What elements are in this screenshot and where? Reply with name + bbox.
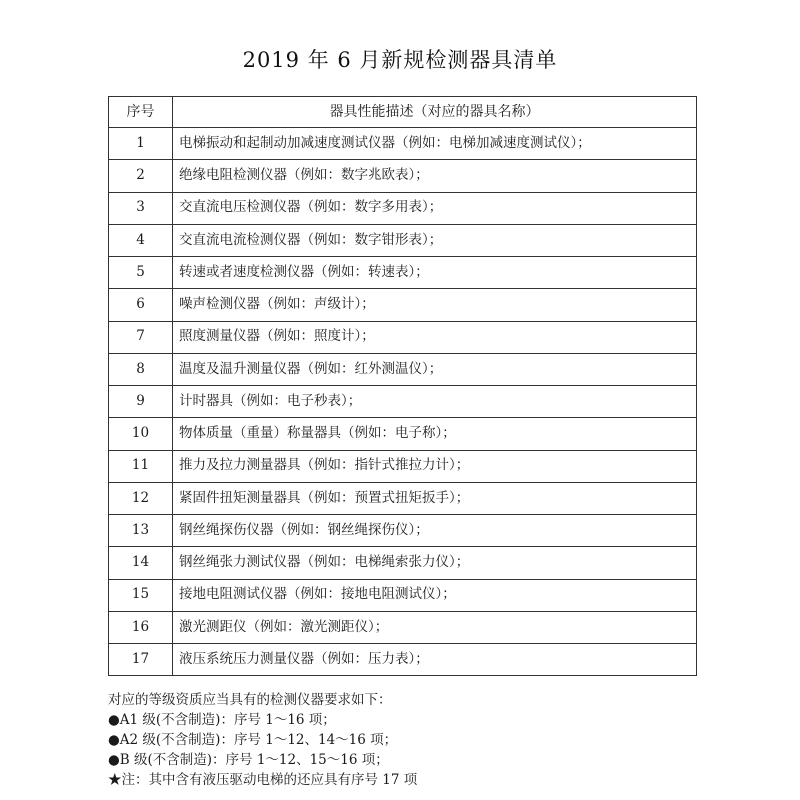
document-title: 2019 年 6 月新规检测器具清单 xyxy=(242,48,558,72)
table-row xyxy=(109,482,697,514)
row-serial-number: 13 xyxy=(109,515,173,547)
note-a2-level: ●A2 级(不含制造)：序号 1～12、14～16 项； xyxy=(108,732,398,748)
row-serial-number: 14 xyxy=(109,547,173,579)
table-row xyxy=(109,160,697,192)
header-description: 器具性能描述（对应的器具名称） xyxy=(173,97,697,128)
row-description: 推力及拉力测量器具（例如：指针式推拉力计）； xyxy=(173,450,697,482)
row-serial-number: 17 xyxy=(109,644,173,676)
table-row xyxy=(109,547,697,579)
row-serial-number: 2 xyxy=(109,160,173,192)
row-description: 钢丝绳探伤仪器（例如：钢丝绳探伤仪）； xyxy=(173,515,697,547)
row-description: 计时器具（例如：电子秒表）； xyxy=(173,386,697,418)
row-description: 交直流电流检测仪器（例如：数字钳形表）； xyxy=(173,224,697,256)
table-row xyxy=(109,611,697,643)
row-description: 转速或者速度检测仪器（例如：转速表）； xyxy=(173,257,697,289)
row-serial-number: 4 xyxy=(109,224,173,256)
row-serial-number: 11 xyxy=(109,450,173,482)
row-description: 紧固件扭矩测量器具（例如：预置式扭矩扳手）； xyxy=(173,482,697,514)
row-serial-number: 10 xyxy=(109,418,173,450)
row-description: 接地电阻测试仪器（例如：接地电阻测试仪）； xyxy=(173,579,697,611)
row-serial-number: 7 xyxy=(109,321,173,353)
table-row xyxy=(109,321,697,353)
row-description: 照度测量仪器（例如：照度计）； xyxy=(173,321,697,353)
table-row xyxy=(109,289,697,321)
row-serial-number: 5 xyxy=(109,257,173,289)
note-b-level: ●B 级(不含制造)：序号 1～12、15～16 项； xyxy=(108,752,389,768)
row-description: 噪声检测仪器（例如：声级计）； xyxy=(173,289,697,321)
table-row xyxy=(109,128,697,160)
row-description: 激光测距仪（例如：激光测距仪）； xyxy=(173,611,697,643)
table-row xyxy=(109,257,697,289)
row-serial-number: 15 xyxy=(109,579,173,611)
table-row xyxy=(109,386,697,418)
row-description: 绝缘电阻检测仪器（例如：数字兆欧表）； xyxy=(173,160,697,192)
table-header-row xyxy=(109,97,697,128)
table-body xyxy=(109,128,697,676)
note-hydraulic: ★注：其中含有液压驱动电梯的还应具有序号 17 项 xyxy=(108,772,418,788)
row-description: 钢丝绳张力测试仪器（例如：电梯绳索张力仪）； xyxy=(173,547,697,579)
row-serial-number: 8 xyxy=(109,353,173,385)
instrument-table xyxy=(108,96,697,676)
table-row xyxy=(109,450,697,482)
row-description: 液压系统压力测量仪器（例如：压力表）； xyxy=(173,644,697,676)
row-serial-number: 3 xyxy=(109,192,173,224)
note-intro: 对应的等级资质应当具有的检测仪器要求如下： xyxy=(108,692,392,708)
table-row xyxy=(109,418,697,450)
row-serial-number: 9 xyxy=(109,386,173,418)
table-row xyxy=(109,644,697,676)
header-serial-number: 序号 xyxy=(109,97,173,128)
row-serial-number: 16 xyxy=(109,611,173,643)
table-row xyxy=(109,224,697,256)
row-serial-number: 6 xyxy=(109,289,173,321)
notes-section xyxy=(108,690,708,790)
row-description: 交直流电压检测仪器（例如：数字多用表）； xyxy=(173,192,697,224)
row-serial-number: 1 xyxy=(109,128,173,160)
table-row xyxy=(109,353,697,385)
note-a1-level: ●A1 级(不含制造)：序号 1～16 项； xyxy=(108,712,336,728)
row-description: 温度及温升测量仪器（例如：红外测温仪）； xyxy=(173,353,697,385)
table-row xyxy=(109,192,697,224)
row-description: 电梯振动和起制动加减速度测试仪器（例如：电梯加减速度测试仪）； xyxy=(173,128,697,160)
row-description: 物体质量（重量）称量器具（例如：电子称）； xyxy=(173,418,697,450)
table-row xyxy=(109,515,697,547)
row-serial-number: 12 xyxy=(109,482,173,514)
table-row xyxy=(109,579,697,611)
